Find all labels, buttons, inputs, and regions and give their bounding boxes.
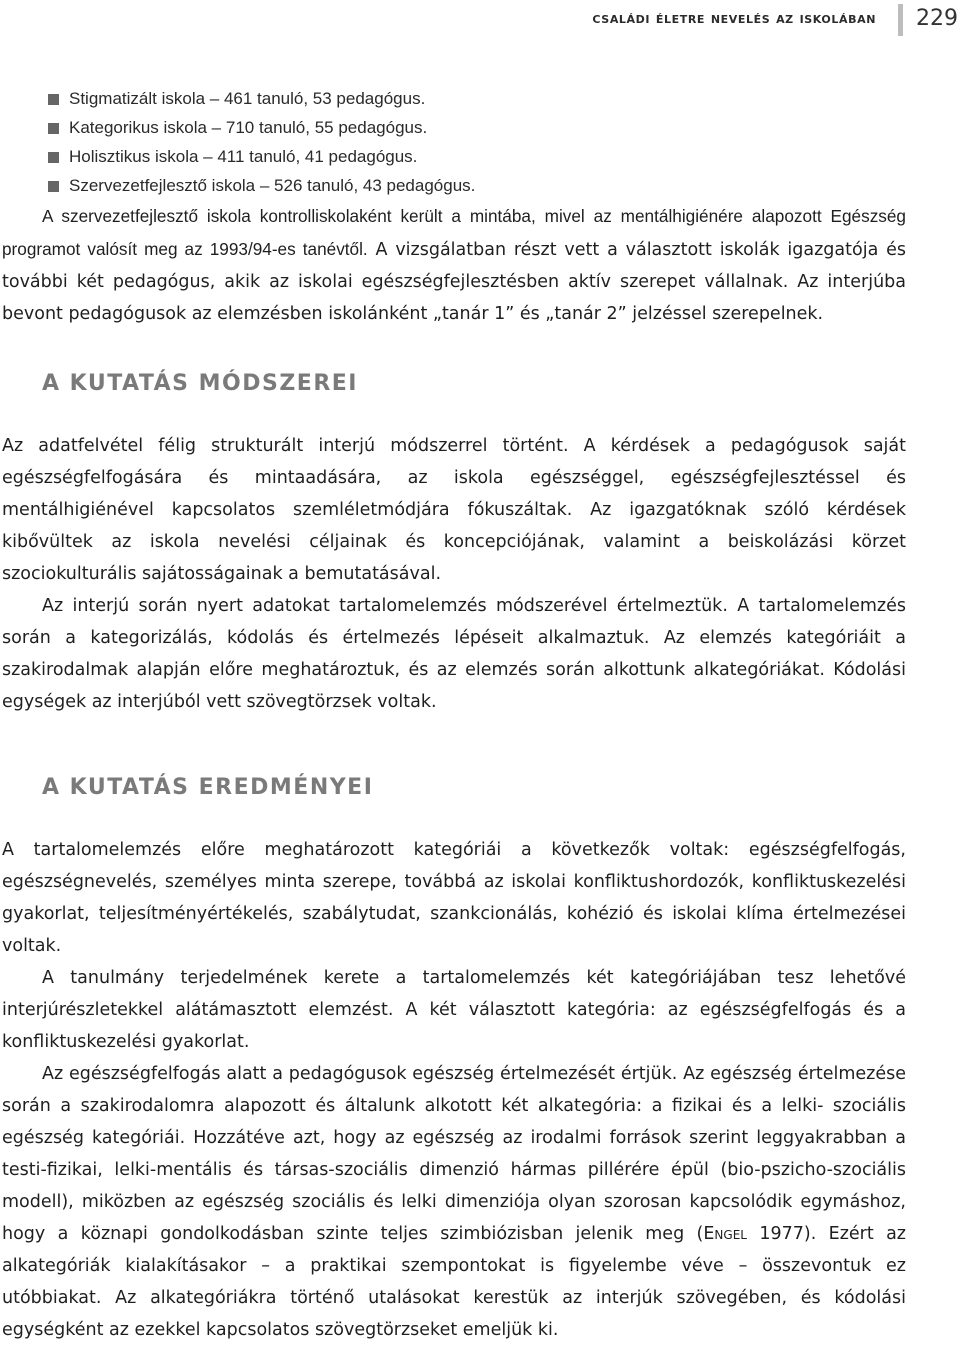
running-header xyxy=(0,0,960,44)
results-paragraph-3 xyxy=(2,1058,906,1346)
list-item-text: Szervezetfejlesztő iskola – 526 tanuló, 43 pedagógus. xyxy=(69,176,476,195)
intro-part-a: A szervezetfejlesztő iskola kontrolliskolaként került a mintába, mivel az mentálhigiénére alapozott Egészség programot valósít meg az 1993/94-es tanévtől. xyxy=(2,206,906,259)
square-bullet-icon xyxy=(48,123,59,134)
list-item-text: Stigmatizált iskola – 461 tanuló, 53 pedagógus. xyxy=(69,89,426,108)
square-bullet-icon xyxy=(48,181,59,192)
results-paragraph-2: A tanulmány terjedelmének kerete a tartalomelemzés két kategóriájában tesz lehetővé interjúrészletekkel alátámasztott elemzést. A két választott kategória: az egészségfelfogás és a konfliktuskezelési gyakorlat. xyxy=(2,968,906,1052)
list-item-text: Kategorikus iskola – 710 tanuló, 55 pedagógus. xyxy=(69,118,428,137)
list-item xyxy=(2,171,906,200)
results-p3-part-a: Az egészségfelfogás alatt a pedagógusok egészség értelmezését értjük. Az egészség értelmezése során a szakirodalomra alapozott és általunk alkotott két alkategória: a fizikai és a lelki- szociális egészség kategóriái. Hozzátéve azt, hogy az egészség az irodalmi források szerint leggyakrabban a testi-fizikai, lelki-mentális és társas-szociális dimenzió hármas pillérére épül (bio-pszicho-szociális modell), miközben az egészség szociális és lelki dimenziója olyan szorosan kapcsolódik egymáshoz, hogy a köznapi gondolkodásban szinte teljes szimbiózisban jelenik meg ( xyxy=(2,1064,906,1244)
page-number: 229 xyxy=(916,6,958,31)
list-item xyxy=(2,142,906,171)
section-heading-methods: A KUTATÁS MÓDSZEREI xyxy=(42,371,358,396)
methods-paragraph-1: Az adatfelvétel félig strukturált interjú módszerrel történt. A kérdések a pedagógusok saját egészségfelfogására és mintaadására, az iskola egészséggel, egészségfejlesztéssel és mentálhigiénével kapcsolatos szemléletmódjára fókuszáltak. Az igazgatóknak szóló kérdések kibővültek az iskola nevelési céljainak és koncepciójának, valamint a beiskolázási körzet szociokulturális sajátosságainak a bemutatásával. xyxy=(2,436,906,584)
intro-part-b: A vizsgálatban részt vett a választott iskolák igazgatója és további két pedagógus, akik az iskolai egészségfejlesztésben aktív szerepet vállalnak. Az interjúba bevont pedagógusok az elemzésben iskolánként „tanár 1” és „tanár 2” jelzéssel szerepelnek. xyxy=(2,240,906,324)
page-body xyxy=(2,84,906,1346)
methods-paragraph-2: Az interjú során nyert adatokat tartalomelemzés módszerével értelmeztük. A tartalomelemzés során a kategorizálás, kódolás és értelmezés lépéseit alkalmaztuk. Az elemzés kategóriáit a szakirodalmak alapján előre meghatároztuk, és az elemzés során alkottunk alkategóriákat. Kódolási egységek az interjúból vett szövegtörzsek voltak. xyxy=(2,596,906,712)
list-item xyxy=(2,113,906,142)
results-paragraph-1: A tartalomelemzés előre meghatározott kategóriái a következők voltak: egészségfelfogás, egészségnevelés, személyes minta szerepe, továbbá az iskolai konfliktushordozók, konfliktuskezelési gyakorlat, teljesítményértékelés, szabálytudat, szankcionálás, kohézió és iskolai klíma értelmezései voltak. xyxy=(2,840,906,956)
school-list xyxy=(2,84,906,200)
citation-author: Engel xyxy=(703,1224,747,1244)
intro-paragraph xyxy=(2,200,906,330)
list-item-text: Holisztikus iskola – 411 tanuló, 41 pedagógus. xyxy=(69,147,418,166)
square-bullet-icon xyxy=(48,152,59,163)
square-bullet-icon xyxy=(48,94,59,105)
list-item xyxy=(2,84,906,113)
results-p3-part-b: 1977). Ezért az alkategóriák kialakításakor – a praktikai szempontokat is figyelembe véve – összevontuk ez utóbbiakat. Az alkategóriákra történő utalásokat kerestük az interjúk szövegében, és kódolási egységként az ezekkel kapcsolatos szövegtörzseket emeljük ki. xyxy=(2,1224,906,1340)
running-head-title: családi életre nevelés az iskolában xyxy=(592,9,876,27)
header-divider xyxy=(898,4,903,36)
section-heading-results: A KUTATÁS EREDMÉNYEI xyxy=(42,775,374,800)
